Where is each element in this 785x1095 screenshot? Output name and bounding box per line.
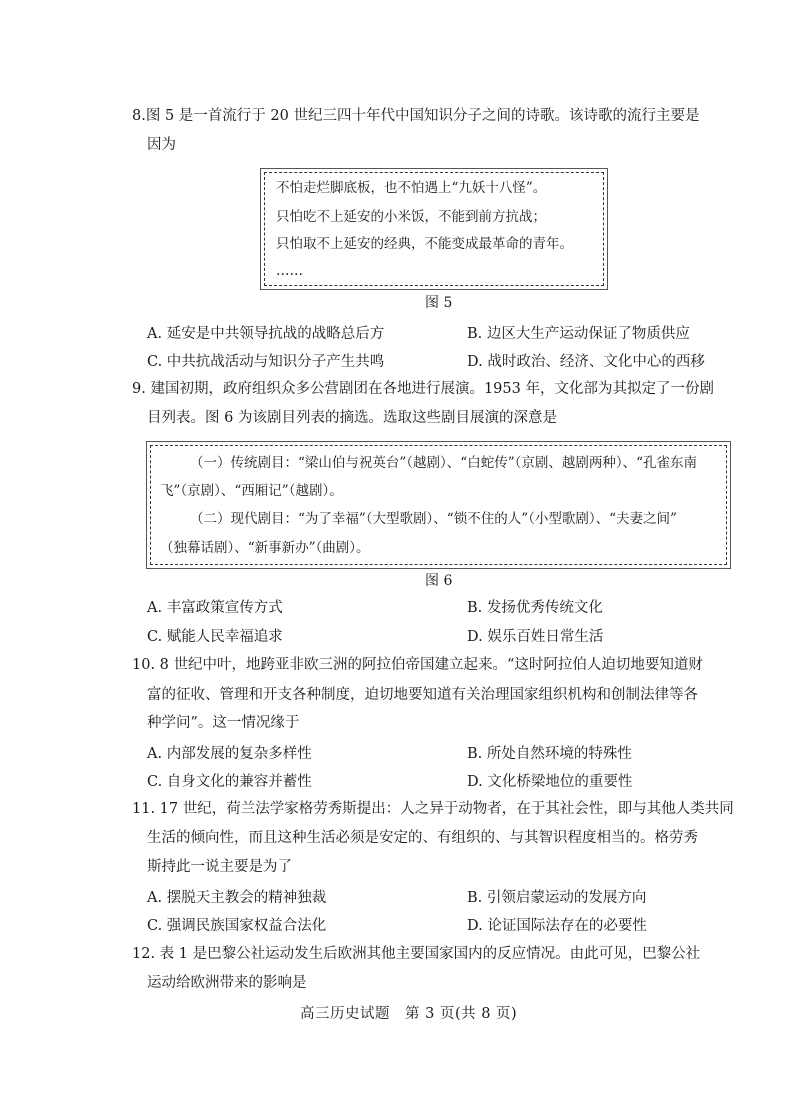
q10-option-a: A. 内部发展的复杂多样性	[147, 746, 312, 762]
figure-6-line-1: （一）传统剧目：“梁山伯与祝英台”（越剧）、“白蛇传”（京剧、越剧两种）、“孔雀东南	[190, 455, 698, 471]
figure-6-line-4: （独幕话剧）、“新事新办”（曲剧）。	[160, 540, 370, 556]
q9-stem-line-1: 9. 建国初期，政府组织众多公营剧团在各地进行展演。1953 年，文化部为其拟定了一份剧	[132, 381, 714, 397]
figure-5-line-1: 不怕走烂脚底板，也不怕遇上“九妖十八怪”。	[276, 180, 547, 196]
q10-stem-line-2: 富的征收、管理和开支各种制度，迫切地要知道有关治理国家组织机构和创制法律等各	[147, 687, 698, 703]
figure-5-line-2: 只怕吃不上延安的小米饭，不能到前方抗战；	[276, 209, 546, 225]
q8-option-a: A. 延安是中共领导抗战的战略总后方	[147, 326, 385, 342]
q8-stem-line-2: 因为	[147, 137, 176, 153]
q9-option-c: C. 赋能人民幸福追求	[147, 629, 283, 645]
q10-stem-line-3: 种学问”。这一情况缘于	[147, 715, 300, 731]
figure-5-line-3: 只怕取不上延安的经典，不能变成最革命的青年。	[276, 236, 573, 252]
figure-6-caption: 图 6	[425, 573, 453, 589]
q9-stem-line-2: 目列表。图 6 为该剧目列表的摘选。选取这些剧目展演的深意是	[147, 410, 557, 426]
q8-option-c: C. 中共抗战活动与知识分子产生共鸣	[147, 354, 385, 370]
q10-option-b: B. 所处自然环境的特殊性	[467, 746, 632, 762]
q9-option-b: B. 发扬优秀传统文化	[467, 600, 603, 616]
q8-stem-line-1: 8.图 5 是一首流行于 20 世纪三四十年代中国知识分子之间的诗歌。该诗歌的流行主要是	[132, 108, 700, 124]
figure-5-caption: 图 5	[425, 295, 453, 311]
q10-option-c: C. 自身文化的兼容并蓄性	[147, 774, 312, 790]
page-footer: 高三历史试题 第 3 页(共 8 页)	[300, 1006, 518, 1022]
q10-stem-line-1: 10. 8 世纪中叶，地跨亚非欧三洲的阿拉伯帝国建立起来。“这时阿拉伯人迫切地要知道财	[132, 657, 703, 673]
q11-option-c: C. 强调民族国家权益合法化	[147, 918, 327, 934]
figure-6-line-2: 飞”（京剧）、“西厢记”（越剧）。	[160, 483, 343, 499]
q9-option-a: A. 丰富政策宣传方式	[147, 600, 283, 616]
q11-option-b: B. 引领启蒙运动的发展方向	[467, 890, 647, 906]
figure-5-line-4: ……	[276, 263, 303, 279]
q11-stem-line-2: 生活的倾向性，而且这种生活必须是安定的、有组织的、与其智识程度相当的。格劳秀	[147, 830, 698, 846]
q8-option-d: D. 战时政治、经济、文化中心的西移	[467, 354, 705, 370]
q8-option-b: B. 边区大生产运动保证了物质供应	[467, 326, 690, 342]
q11-stem-line-1: 11. 17 世纪，荷兰法学家格劳秀斯提出：人之异于动物者，在于其社会性，即与其他人类共同	[132, 801, 734, 817]
q12-stem-line-1: 12. 表 1 是巴黎公社运动发生后欧洲其他主要国家国内的反应情况。由此可见，巴黎公社	[132, 946, 701, 962]
q11-option-a: A. 摆脱天主教会的精神独裁	[147, 890, 327, 906]
q10-option-d: D. 文化桥梁地位的重要性	[467, 774, 633, 790]
q9-option-d: D. 娱乐百姓日常生活	[467, 629, 604, 645]
q11-option-d: D. 论证国际法存在的必要性	[467, 918, 647, 934]
figure-6-line-3: （二）现代剧目：“为了幸福”（大型歌剧）、“锁不住的人”（小型歌剧）、“夫妻之间”	[190, 511, 677, 527]
q11-stem-line-3: 斯持此一说主要是为了	[147, 859, 292, 875]
q12-stem-line-2: 运动给欧洲带来的影响是	[147, 975, 307, 991]
